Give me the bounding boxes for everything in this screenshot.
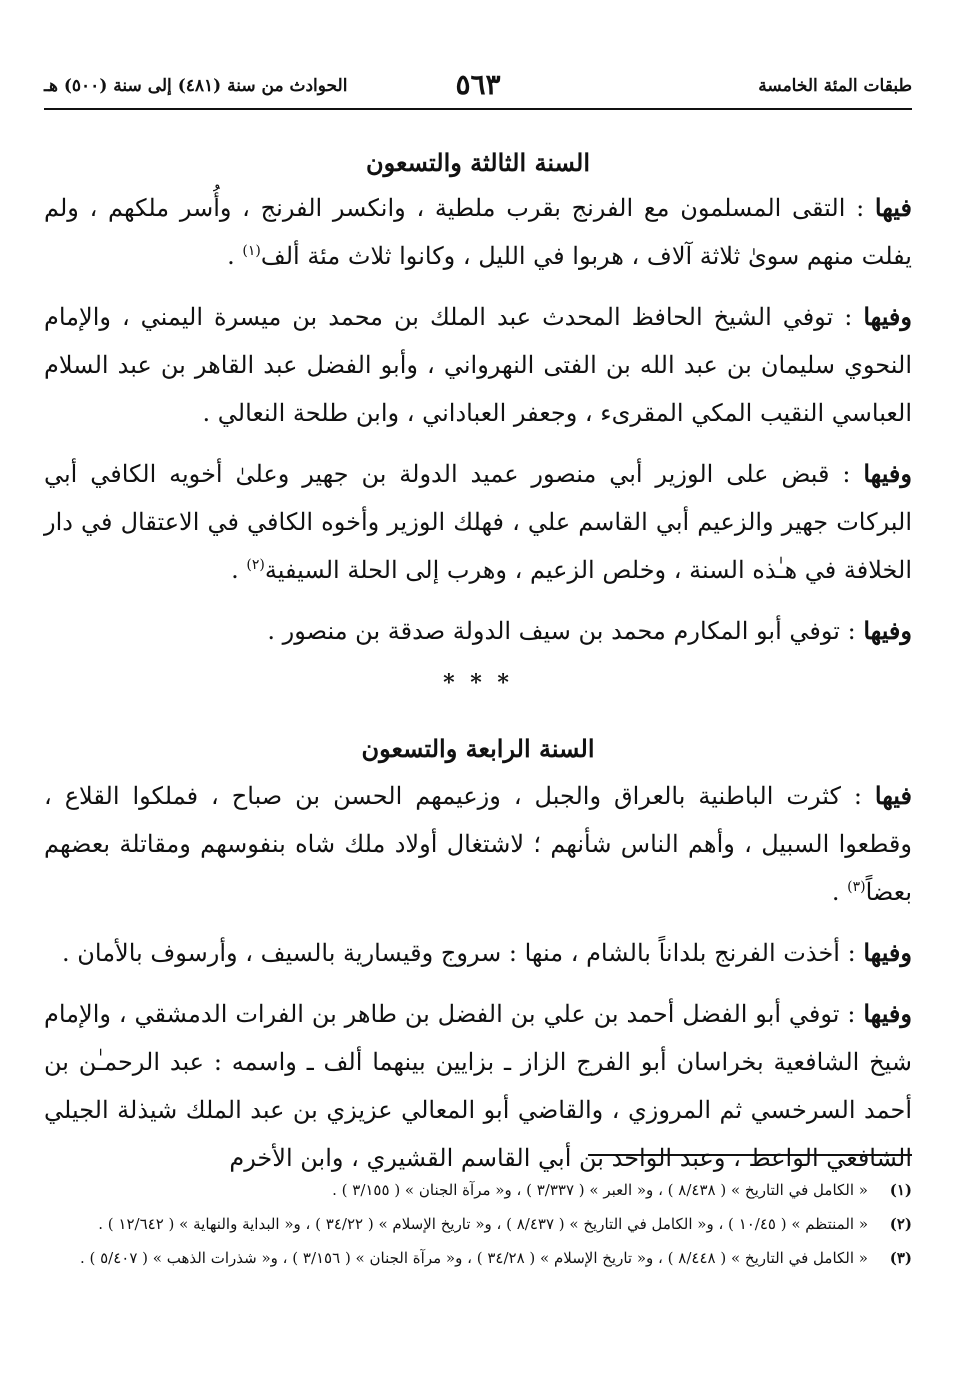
section-separator: * * *: [443, 670, 513, 696]
paragraph-text: : توفي الشيخ الحافظ المحدث عبد الملك بن محمد بن ميسرة اليمني ، والإمام النحوي سليمان بن عبد الله بن الفتى النهرواني ، وأبو الفضل عبد القاهر بن عبد السلام العباسي النقيب المكي المقرىء ، وجعفر العباداني ، وابن طلحة النعالي .: [44, 303, 912, 427]
paragraph-lead: وفيها: [863, 938, 912, 967]
paragraph-end: .: [231, 556, 247, 584]
paragraph-lead: وفيها: [863, 302, 912, 331]
section-title-year-94: السنة الرابعة والتسعون: [361, 734, 595, 763]
paragraph-lead: وفيها: [863, 999, 912, 1028]
book-page: [44, 60, 913, 1267]
paragraph-end: .: [227, 242, 243, 270]
running-header: [44, 60, 912, 110]
footnotes: [44, 1176, 912, 1278]
paragraph-lead: فيها: [874, 193, 912, 222]
footnote-text: « المنتظم » ( ١٠/٤٥ ) ، و« الكامل في التاريخ » ( ٨/٤٣٧ ) ، و« تاريخ الإسلام » ( ٣٤/٢٢ ) ، و« البداية والنهاية » ( ١٢/٦٤٢ ) .: [98, 1215, 868, 1233]
events-range: الحوادث من سنة (٤٨١) إلى سنة (٥٠٠) هـ: [44, 76, 348, 96]
paragraph-text: : التقى المسلمون مع الفرنج بقرب ملطية ، وانكسر الفرنج ، وأُسر ملكهم ، ولم يفلت منهم سوىٰ ثلاثة آلاف ، هربوا في الليل ، وكانوا ثلاث مئة ألف: [44, 194, 912, 270]
footnote-ref[interactable]: (١): [242, 243, 261, 259]
paragraph-lead: وفيها: [863, 459, 912, 488]
paragraph-lead: وفيها: [863, 616, 912, 645]
paragraph-text: : توفي أبو الفضل أحمد بن علي بن الفضل بن طاهر بن الفرات الدمشقي ، والإمام شيخ الشافعية بخراسان أبو الفرج الزاز ـ بزايين بينهما ألف ـ واسمه : عبد الرحمـٰن بن أحمد السرخسي ثم المروزي ، والقاضي أبو المعالي عزيزي بن عبد الملك شيذلة الجيلي الشافعي الواعظ ، وعبد الواحد بن أبي القاسم القشيري ، وابن الأخرم: [44, 1000, 912, 1172]
paragraph: [44, 607, 912, 655]
paragraph: [44, 184, 912, 280]
footnote-text: « الكامل في التاريخ » ( ٨/٤٤٨ ) ، و« تاريخ الإسلام » ( ٣٤/٢٨ ) ، و« مرآة الجنان » ( ٣/١٥٦ ) ، و« شذرات الذهب » ( ٥/٤٠٧ ) .: [79, 1249, 868, 1267]
paragraph: [44, 772, 912, 916]
footnote-number: (٢): [889, 1215, 912, 1233]
page-number: ٥٦٣: [455, 68, 501, 101]
paragraph-end: .: [831, 878, 848, 906]
paragraph: [44, 450, 912, 594]
footnote-ref[interactable]: (٣): [847, 879, 866, 895]
paragraph-text: : توفي أبو المكارم محمد بن سيف الدولة صدقة بن منصور .: [267, 617, 864, 645]
footnote: [44, 1176, 912, 1204]
paragraph-text: : أخذت الفرنج بلداناً بالشام ، منها : سروج وقيسارية بالسيف ، وأرسوف بالأمان .: [62, 939, 864, 967]
paragraph: [44, 929, 912, 977]
paragraph: [44, 293, 912, 437]
footnote: [44, 1210, 912, 1238]
book-section-title: طبقات المئة الخامسة: [758, 76, 912, 96]
footnote-number: (٣): [889, 1249, 912, 1267]
footnote-ref[interactable]: (٢): [246, 557, 265, 573]
paragraph-text: : قبض على الوزير أبي منصور عميد الدولة بن جهير وعلىٰ أخويه الكافي أبي البركات جهير والزعيم أبي القاسم علي ، فهلك الوزير وأخوه الكافي في الاعتقال في دار الخلافة في هـٰذه السنة ، وخلص الزعيم ، وهرب إلى الحلة السيفية: [44, 460, 913, 584]
footnote-number: (١): [889, 1181, 912, 1199]
paragraph-lead: فيها: [874, 781, 912, 810]
footnote-divider: [588, 1154, 912, 1156]
footnote: [44, 1244, 912, 1272]
footnote-text: « الكامل في التاريخ » ( ٨/٤٣٨ ) ، و« العبر » ( ٣/٣٣٧ ) ، و« مرآة الجنان » ( ٣/١٥٥ ) .: [332, 1181, 868, 1199]
paragraph-text: : كثرت الباطنية بالعراق والجبل ، وزعيمهم الحسن بن صباح ، فملكوا القلاع ، وقطعوا السبيل ، وأهم الناس شأنهم ؛ لاشتغال أولاد ملك شاه بنفوسهم ومقاتلة بعضهم بعضاً: [44, 782, 912, 906]
section-title-year-93: السنة الثالثة والتسعون: [366, 148, 590, 177]
